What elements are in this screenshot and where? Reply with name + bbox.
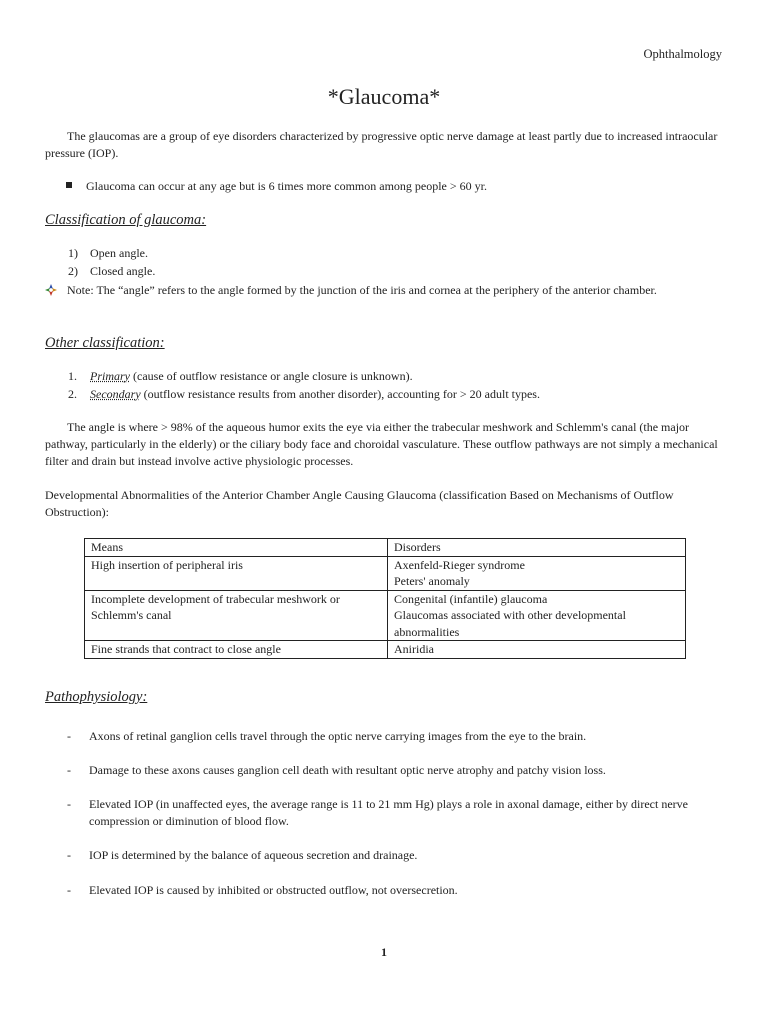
list-number: 1. [68,369,77,383]
list-item-text: (outflow resistance results from another disorder), accounting for > 20 adult types. [140,387,540,401]
note-text: Note: The “angle” refers to the angle formed by the junction of the iris and cornea at the periphery of the anterior chamber. [67,283,657,297]
dash-bullet: - [67,763,71,777]
pathophysiology-heading: Pathophysiology: [45,689,148,705]
table-cell-line: Axenfeld-Rieger syndrome [394,557,525,572]
table-cell: High insertion of peripheral iris [85,556,388,590]
table-cell [388,590,686,641]
list-number: 2. [68,387,77,401]
list-item [68,245,718,262]
square-bullet-icon [66,182,72,188]
table-intro: Developmental Abnormalities of the Anterior Chamber Angle Causing Glaucoma (classification Based on Mechanisms of Outflow Obstruction): [45,488,674,519]
list-item [68,263,718,280]
abnormalities-table [84,538,686,659]
list-item [68,386,718,403]
list-item [68,368,718,385]
classification-heading: Classification of glaucoma: [45,212,207,228]
document-title: *Glaucoma* [327,84,441,109]
table-row [85,556,686,590]
list-item-text: Open angle. [90,246,148,260]
intro-bullet-text: Glaucoma can occur at any age but is 6 times more common among people > 60 yr. [86,179,487,193]
table-cell: Fine strands that contract to close angle [85,641,388,659]
list-item-text: Axons of retinal ganglion cells travel through the optic nerve carrying images from the eye to the brain. [89,729,587,743]
dash-bullet: - [67,797,71,811]
list-item-term: Primary [90,369,130,383]
table-header-cell: Means [85,539,388,557]
page-number: 1 [381,945,387,959]
list-number: 1) [68,246,78,260]
list-item-text: Damage to these axons causes ganglion cell death with resultant optic nerve atrophy and patchy vision loss. [89,763,606,777]
intro-paragraph: The glaucomas are a group of eye disorders characterized by progressive optic nerve damage at least partly due to increased intraocular pressure (IOP). [45,129,718,160]
list-item-text: IOP is determined by the balance of aqueous secretion and drainage. [89,848,418,862]
page-header: Ophthalmology [643,47,722,61]
arrow-bullet-icon [45,284,57,296]
dash-bullet: - [67,883,71,897]
dash-bullet: - [67,729,71,743]
dash-bullet: - [67,848,71,862]
list-item-text: Closed angle. [90,264,156,278]
angle-paragraph: The angle is where > 98% of the aqueous humor exits the eye via either the trabecular meshwork and Schlemm's canal (the major pathway, particularly in the elderly) or the ciliary body face and choroidal vasculature. These outflow pathways are not simply a mechanical filter and drain but instead involve active physiologic processes. [45,420,718,468]
table-cell [388,556,686,590]
table-cell-line: Peters' anomaly [394,574,470,588]
table-header-cell: Disorders [388,539,686,557]
table-cell-line: Glaucomas associated with other developmental abnormalities [394,608,626,639]
table-row [85,590,686,641]
intro-bullet [66,178,726,195]
table-cell: Incomplete development of trabecular meshwork or Schlemm's canal [85,590,388,641]
other-classification-heading: Other classification: [45,335,165,351]
list-item-text: Elevated IOP is caused by inhibited or obstructed outflow, not oversecretion. [89,883,458,897]
list-item-text: (cause of outflow resistance or angle closure is unknown). [130,369,413,383]
table-cell [388,641,686,659]
table-cell-line: Congenital (infantile) glaucoma [394,591,548,606]
table-header-row [85,539,686,557]
table-cell-line: Aniridia [394,642,434,656]
list-item-text: Elevated IOP (in unaffected eyes, the average range is 11 to 21 mm Hg) plays a role in axonal damage, either by direct nerve compression or diminution of blood flow. [89,797,688,828]
table-row [85,641,686,659]
list-item-term: Secondary [90,387,141,401]
list-number: 2) [68,264,78,278]
